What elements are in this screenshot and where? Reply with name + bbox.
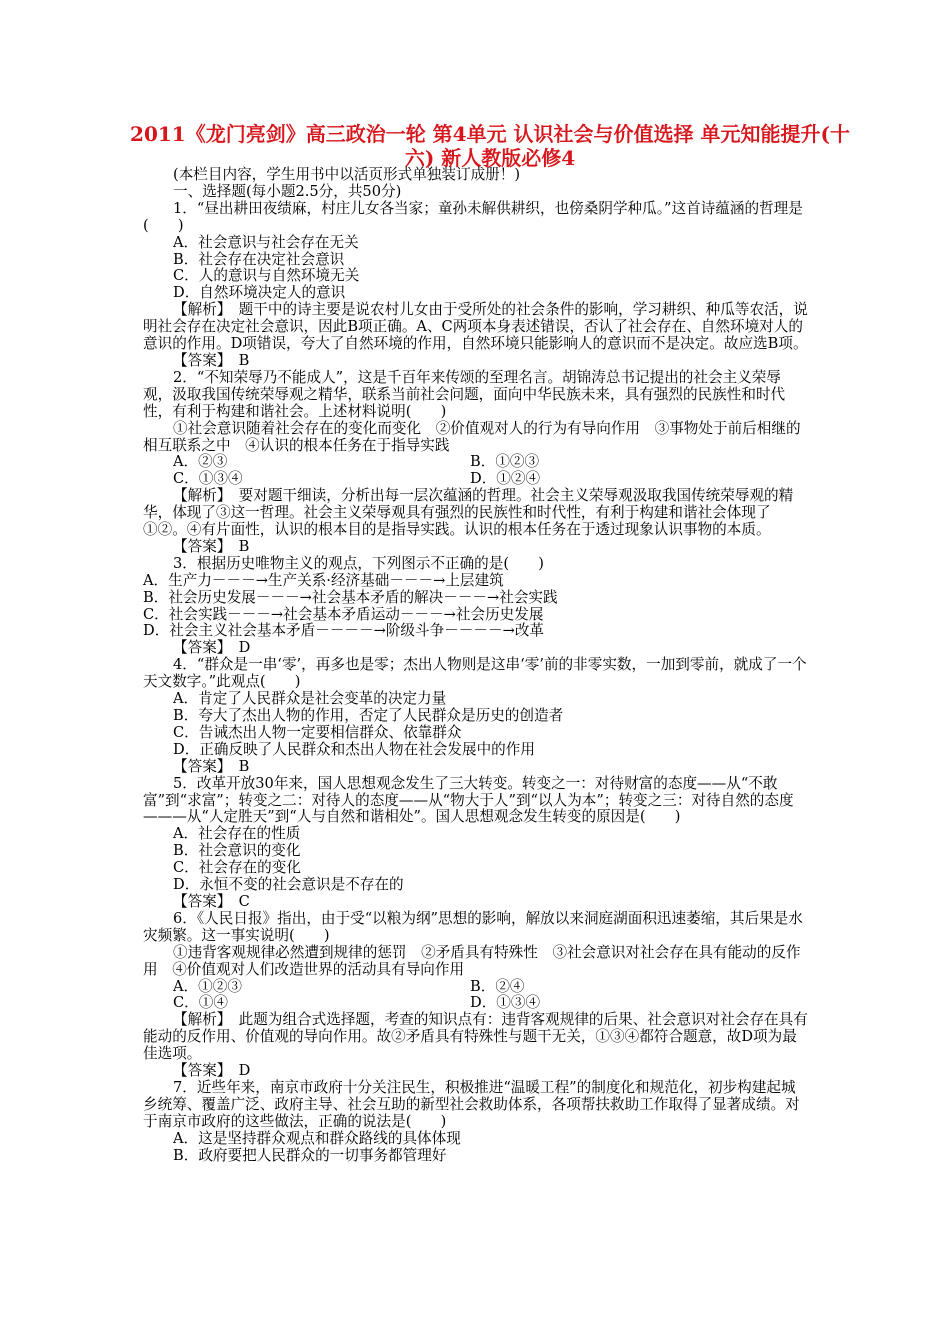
option-b: B．政府要把人民群众的一切事务都管理好 [173, 1146, 447, 1164]
option-a: A．社会意识与社会存在无关 [173, 233, 359, 251]
option-c: C．社会实践－－－→社会基本矛盾运动－－－→社会历史发展 [143, 605, 544, 623]
option-d: D．①③④ [470, 994, 541, 1012]
binding-note: (本栏目内容，学生用书中以活页形式单独装订成册！) [173, 166, 521, 183]
option-a: A．生产力－－－→生产关系·经济基础－－－→上层建筑 [143, 571, 504, 589]
option-c: C．人的意识与自然环境无关 [173, 267, 360, 285]
question-6 [143, 911, 808, 1080]
question-5 [143, 776, 808, 911]
section-heading: 一、选择题(每小题2.5分，共50分) [173, 182, 402, 200]
option-b: B．夸大了杰出人物的作用，否定了人民群众是历史的创造者 [173, 707, 564, 724]
question-4 [143, 657, 808, 775]
option-c: C．告诫杰出人物一定要相信群众、依靠群众 [173, 723, 462, 741]
option-a: A．②③ [173, 453, 228, 471]
option-c: C．社会存在的变化 [173, 859, 301, 877]
option-b: B．②④ [470, 977, 525, 995]
document-title: 2011《龙门亮剑》高三政治一轮 第4单元 认识社会与价值选择 单元知能提升(十六) 新人教版必修4 [130, 122, 850, 170]
answer: 【答案】 B [173, 351, 250, 369]
question-1 [143, 201, 808, 370]
question-stem: 4．“群众是一串‘零’，再多也是零；杰出人物则是这串‘零’前的非零实数，一加到零前，就成了一个天文数字。”此观点( ) [143, 656, 807, 691]
analysis: 【解析】 题干中的诗主要是说农村儿女由于受所处的社会条件的影响，学习耕织、种瓜等农活，说明社会存在决定社会意识，因此B项正确。A、C两项本身表述错误，否认了社会存在、自然环境对人的意识的作用。D项错误，夸大了自然环境的作用，自然环境只能影响人的意识而不是决定。故应选B项。 [143, 301, 808, 353]
option-a: A．这是坚持群众观点和群众路线的具体体现 [173, 1129, 461, 1147]
option-a: A．肯定了人民群众是社会变革的决定力量 [173, 690, 447, 708]
option-d: D．①②④ [470, 470, 541, 488]
option-b: B．社会意识的变化 [173, 842, 301, 860]
statement-items: ①违背客观规律必然遭到规律的惩罚 ②矛盾具有特殊性 ③社会意识对社会存在具有能动的反作用 ④价值观对人们改造世界的活动具有导向作用 [143, 943, 801, 978]
option-d: D．社会主义社会基本矛盾－－－－→阶级斗争－－－－→改革 [143, 622, 545, 640]
option-a: A．①②③ [173, 977, 242, 995]
option-b: B．社会存在决定社会意识 [173, 250, 345, 268]
question-stem: 1．“昼出耕田夜绩麻，村庄儿女各当家；童孙未解供耕织，也傍桑阴学种瓜。”这首诗蕴涵的哲理是( ) [143, 199, 803, 234]
question-stem: 5．改革开放30年来，国人思想观念发生了三大转变。转变之一：对待财富的态度——从“不敢富”到“求富”；转变之二：对待人的态度——从“物大于人”到“以人为本”；转变之三：对待自然的态度———从“人定胜天”到“人与自然和谐相处”。国人思想观念发生转变的原因是( ) [143, 774, 794, 826]
question-stem: 3．根据历史唯物主义的观点，下列图示不正确的是( ) [173, 554, 544, 572]
document-body [143, 167, 808, 1164]
answer: 【答案】 B [173, 757, 250, 775]
option-b: B．①②③ [470, 453, 540, 471]
answer: 【答案】 D [173, 1062, 251, 1080]
option-d: D．永恒不变的社会意识是不存在的 [173, 876, 404, 894]
options-row [143, 454, 808, 471]
question-stem: 2．“不知荣辱乃不能成人”，这是千百年来传颂的至理名言。胡锦涛总书记提出的社会主义荣辱观，汲取我国传统荣辱观之精华，联系当前社会问题，面向中华民族未来，具有强烈的民族性和时代性，有利于构建和谐社会。上述材料说明( ) [143, 368, 786, 420]
option-b: B．社会历史发展－－－→社会基本矛盾的解决－－－→社会实践 [143, 588, 558, 606]
option-c: C．①④ [173, 994, 228, 1012]
answer: 【答案】 D [173, 639, 251, 657]
option-c: C．①③④ [173, 470, 243, 488]
option-a: A．社会存在的性质 [173, 825, 301, 843]
statement-items: ①社会意识随着社会存在的变化而变化 ②价值观对人的行为有导向作用 ③事物处于前后相继的相互联系之中 ④认识的根本任务在于指导实践 [143, 419, 801, 454]
options-row [143, 471, 808, 488]
question-7 [143, 1080, 808, 1165]
question-2 [143, 370, 808, 556]
option-d: D．自然环境决定人的意识 [173, 284, 346, 302]
answer: 【答案】 B [173, 537, 250, 555]
answer: 【答案】 C [173, 892, 250, 910]
question-3 [143, 556, 808, 657]
option-d: D．正确反映了人民群众和杰出人物在社会发展中的作用 [173, 740, 535, 758]
analysis: 【解析】 要对题干细读，分析出每一层次蕴涵的哲理。社会主义荣辱观汲取我国传统荣辱观的精华，体现了③这一哲理。社会主义荣辱观具有强烈的民族性和时代性，有利于构建和谐社会体现了①②。④有片面性，认识的根本目的是指导实践。认识的根本任务在于透过现象认识事物的本质。 [143, 487, 794, 539]
question-stem: 7．近些年来，南京市政府十分关注民生，积极推进“温暖工程”的制度化和规范化，初步构建起城乡统筹、覆盖广泛、政府主导、社会互助的新型社会救助体系，各项帮扶救助工作取得了显著成绩。对于南京市政府的这些做法，正确的说法是( ) [143, 1078, 800, 1130]
question-stem: 6．《人民日报》指出，由于受“以粮为纲”思想的影响，解放以来洞庭湖面积迅速萎缩，其后果是水灾频繁。这一事实说明( ) [143, 909, 803, 944]
options-row [143, 979, 808, 996]
options-row [143, 995, 808, 1012]
analysis: 【解析】 此题为组合式选择题，考查的知识点有：违背客观规律的后果、社会意识对社会存在具有能动的反作用、价值观的导向作用。故②矛盾具有特殊性与题干无关，①③④都符合题意，故D项为最佳选项。 [143, 1011, 808, 1063]
